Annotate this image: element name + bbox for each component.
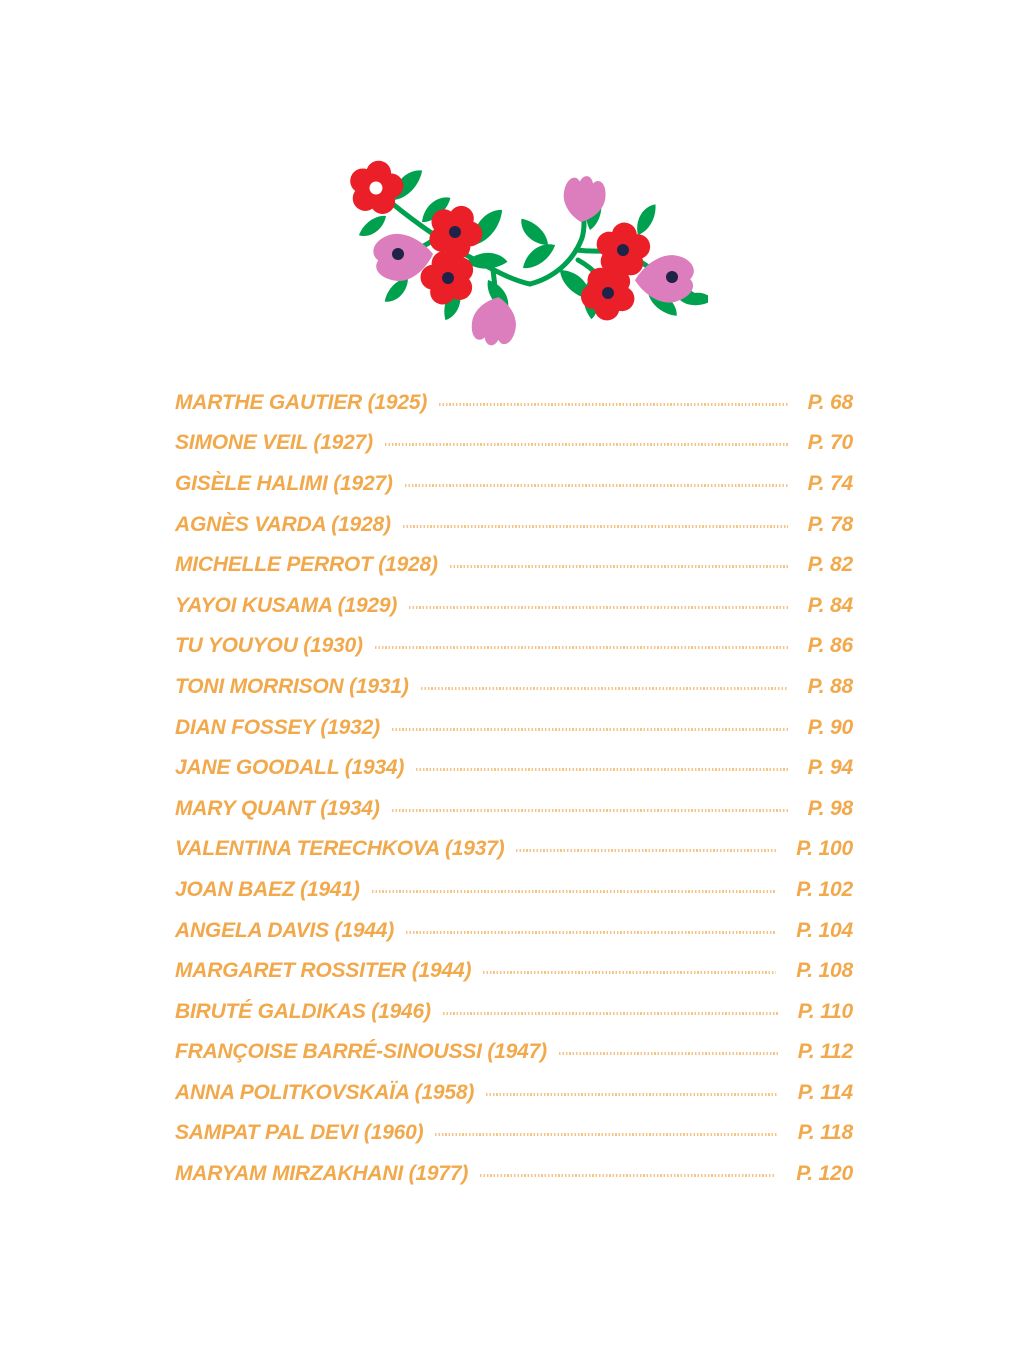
dotted-leader [416,768,787,771]
toc-entry [175,463,853,504]
dotted-leader [409,606,787,609]
entry-name: AGNÈS VARDA (1928) [175,512,391,536]
toc-entry [175,423,853,464]
toc-entry [175,1072,853,1113]
entry-name: MARY QUANT (1934) [175,796,380,820]
entry-name: YAYOI KUSAMA (1929) [175,593,398,617]
entry-page: P. 90 [807,715,853,739]
entry-page: P. 82 [807,553,853,577]
flowers-icon [338,150,708,350]
toc-entry [175,991,853,1032]
entry-name: TONI MORRISON (1931) [175,674,409,698]
entry-page: P. 100 [796,837,853,861]
toc-entry [175,829,853,870]
entry-page: P. 88 [807,674,853,698]
entry-name: VALENTINA TERECHKOVA (1937) [175,837,505,861]
toc-entry [175,950,853,991]
entry-name: JANE GOODALL (1934) [175,756,405,780]
entry-name: TU YOUYOU (1930) [175,634,363,658]
entry-name: MICHELLE PERROT (1928) [175,553,438,577]
dotted-leader [392,809,788,812]
entry-page: P. 110 [797,999,853,1023]
entry-name: ANGELA DAVIS (1944) [175,918,395,942]
entry-name: FRANÇOISE BARRÉ-SINOUSSI (1947) [175,1040,547,1064]
toc-entry [175,707,853,748]
entry-page: P. 118 [797,1121,853,1145]
dotted-leader [435,1133,777,1136]
entry-name: SAMPAT PAL DEVI (1960) [175,1121,424,1145]
dotted-leader [403,525,788,528]
toc-entry [175,544,853,585]
entry-name: SIMONE VEIL (1927) [175,431,373,455]
toc-entry [175,666,853,707]
floral-ornament [338,150,708,350]
toc-entry [175,382,853,423]
entry-name: BIRUTÉ GALDIKAS (1946) [175,999,431,1023]
toc-entry [175,910,853,951]
entry-page: P. 78 [807,512,853,536]
entry-page: P. 102 [796,877,853,901]
dotted-leader [406,931,776,934]
entry-page: P. 104 [796,918,853,942]
entry-page: P. 114 [797,1080,853,1104]
toc-entry [175,504,853,545]
dotted-leader [443,1012,778,1015]
entry-page: P. 68 [807,390,853,414]
toc-list [175,382,853,1194]
toc-entry [175,1032,853,1073]
dotted-leader [405,484,788,487]
toc-entry [175,1113,853,1154]
toc-entry [175,788,853,829]
entry-name: ANNA POLITKOVSKAÏA (1958) [175,1080,475,1104]
entry-page: P. 120 [796,1162,853,1186]
entry-page: P. 108 [796,959,853,983]
entry-name: DIAN FOSSEY (1932) [175,715,380,739]
entry-page: P. 112 [797,1040,853,1064]
dotted-leader [385,443,788,446]
entry-page: P. 74 [807,471,853,495]
dotted-leader [516,849,776,852]
dotted-leader [486,1093,778,1096]
toc-entry [175,869,853,910]
entry-page: P. 94 [807,756,853,780]
dotted-leader [559,1052,778,1055]
dotted-leader [439,403,788,406]
toc-entry [175,626,853,667]
toc-entry [175,585,853,626]
entry-name: JOAN BAEZ (1941) [175,877,360,901]
dotted-leader [372,890,777,893]
entry-page: P. 84 [807,593,853,617]
entry-page: P. 86 [807,634,853,658]
dotted-leader [483,971,776,974]
dotted-leader [480,1174,776,1177]
dotted-leader [375,646,788,649]
entry-name: MARTHE GAUTIER (1925) [175,390,428,414]
dotted-leader [392,728,788,731]
toc-entry [175,1153,853,1194]
dotted-leader [421,687,788,690]
entry-page: P. 70 [807,431,853,455]
dotted-leader [450,565,788,568]
entry-page: P. 98 [807,796,853,820]
entry-name: MARGARET ROSSITER (1944) [175,959,472,983]
entry-name: GISÈLE HALIMI (1927) [175,471,393,495]
entry-name: MARYAM MIRZAKHANI (1977) [175,1162,469,1186]
toc-entry [175,747,853,788]
